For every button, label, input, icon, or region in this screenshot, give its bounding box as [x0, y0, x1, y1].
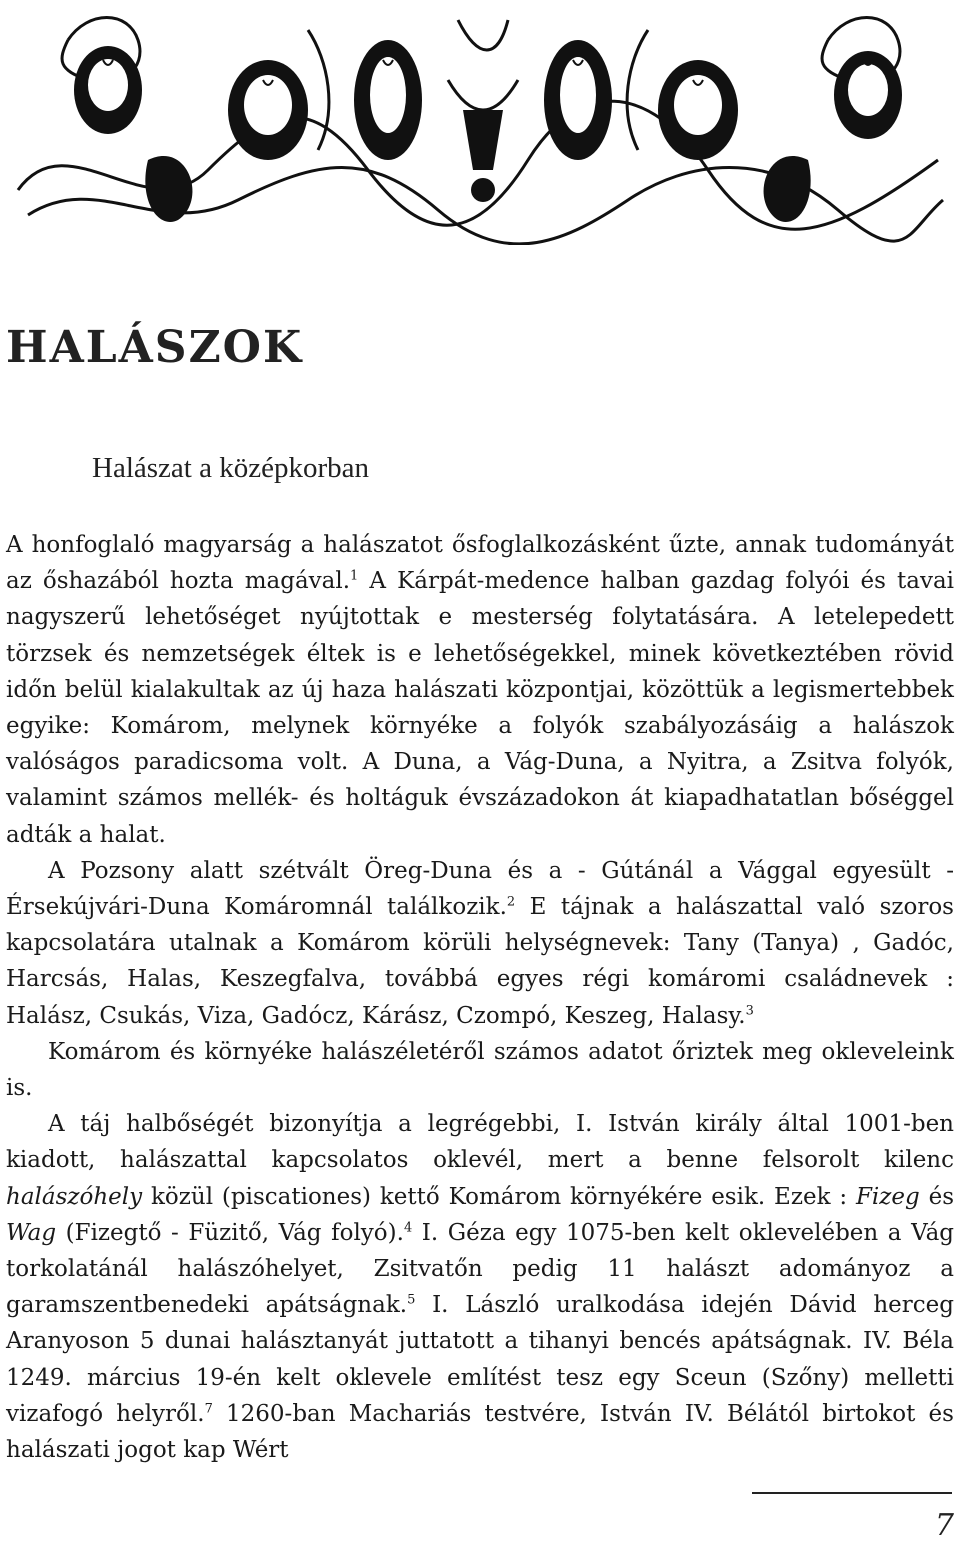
italic-term: Wag	[6, 1219, 57, 1246]
text-run: A Kárpát-medence halban gazdag folyói és tavai nagyszerű lehetőséget nyújtottak e mesterség folytatására. A letelepedett törzsek és nemzetségek éltek is e lehetőségekkel, minek következtében rövid időn belül kialakultak az új haza halászati központjai, közöttük a legismertebbek egyike: Komárom, melynek környéke a folyók szabályozásáig a halászok valóságos paradicsoma volt. A Duna, a Vág-Duna, a Nyitra, a Zsitva folyók, valamint számos mellék- és holtáguk évszázadokon át kiapadhatatlan bőséggel adták a halat.	[6, 568, 955, 848]
body-text	[6, 527, 954, 1468]
footnote-marker: 2	[506, 894, 516, 910]
text-run: I. Géza egy 1075-ben kelt oklevelében a Vág torkolatánál halászóhelyet, Zsitvatőn pedig 11 halászt adományoz a garamszentbenedeki apátságnak.	[6, 1219, 955, 1319]
text-run: I. László uralkodása idején Dávid herceg Aranyoson 5 dunai halásztanyát juttatott a tihanyi bencés apátságnak. IV. Béla 1249. március 19-én kelt oklevele említést tesz egy Sceun (Szőny) melletti vizafogó helyről.	[6, 1292, 955, 1427]
text-run: A honfoglaló magyarság a halászatot ősfoglalkozásként űzte, annak tudományát az őshazából hozta magával.	[6, 532, 954, 595]
text-run: közül (piscationes) kettő Komárom környékére esik. Ezek :	[142, 1183, 856, 1210]
footnote-marker: 3	[745, 1002, 754, 1018]
ornament-frieze-illustration	[8, 0, 952, 245]
text-run: A táj halbőségét bizonyítja a legrégebbi, I. István király által 1001-ben kiadott, halászattal kapcsolatos oklevél, mert a benne felsorolt kilenc	[6, 1111, 954, 1174]
paragraph	[6, 527, 954, 853]
page-number: 7	[934, 1508, 954, 1543]
footnote-marker: 5	[407, 1292, 416, 1308]
footnote-marker: 1	[350, 568, 359, 584]
footnote-marker: 7	[204, 1401, 213, 1417]
text-run: (Fizegtő - Füzitő, Vág folyó).	[56, 1219, 404, 1246]
paragraph	[6, 1034, 954, 1106]
text-run: és	[919, 1183, 954, 1210]
text-run: E tájnak a halászattal való szoros kapcsolatára utalnak a Komárom körüli helységnevek: Tany (Tanya) , Gadóc, Harcsás, Halas, Keszegfalva, továbbá egyes régi komáromi családnevek : Halász, Csukás, Viza, Gadócz, Kárász, Czompó, Keszeg, Halasy.	[6, 894, 954, 1029]
italic-term: Fizeg	[855, 1183, 920, 1210]
section-title: Halászat a középkorban	[92, 452, 369, 484]
paragraph	[6, 1106, 954, 1468]
text-run: Komárom és környéke halászéletéről számos adatot őriztek meg okleveleink is.	[6, 1038, 954, 1102]
italic-term: halászóhely	[6, 1183, 143, 1210]
footer-rule	[752, 1492, 952, 1494]
footnote-marker: 4	[403, 1220, 413, 1236]
decorative-engraved-banner	[8, 0, 952, 245]
chapter-title: HALÁSZOK	[6, 322, 304, 373]
paragraph	[6, 853, 954, 1034]
text-run: 1260-ban Machariás testvére, István IV. Bélától birtokot és halászati jogot kap Wért	[6, 1400, 954, 1464]
text-run: A Pozsony alatt szétvált Öreg-Duna és a - Gútánál a Vággal egyesült - Érsekújvári-Duna Komáromnál találkozik.	[6, 857, 954, 921]
